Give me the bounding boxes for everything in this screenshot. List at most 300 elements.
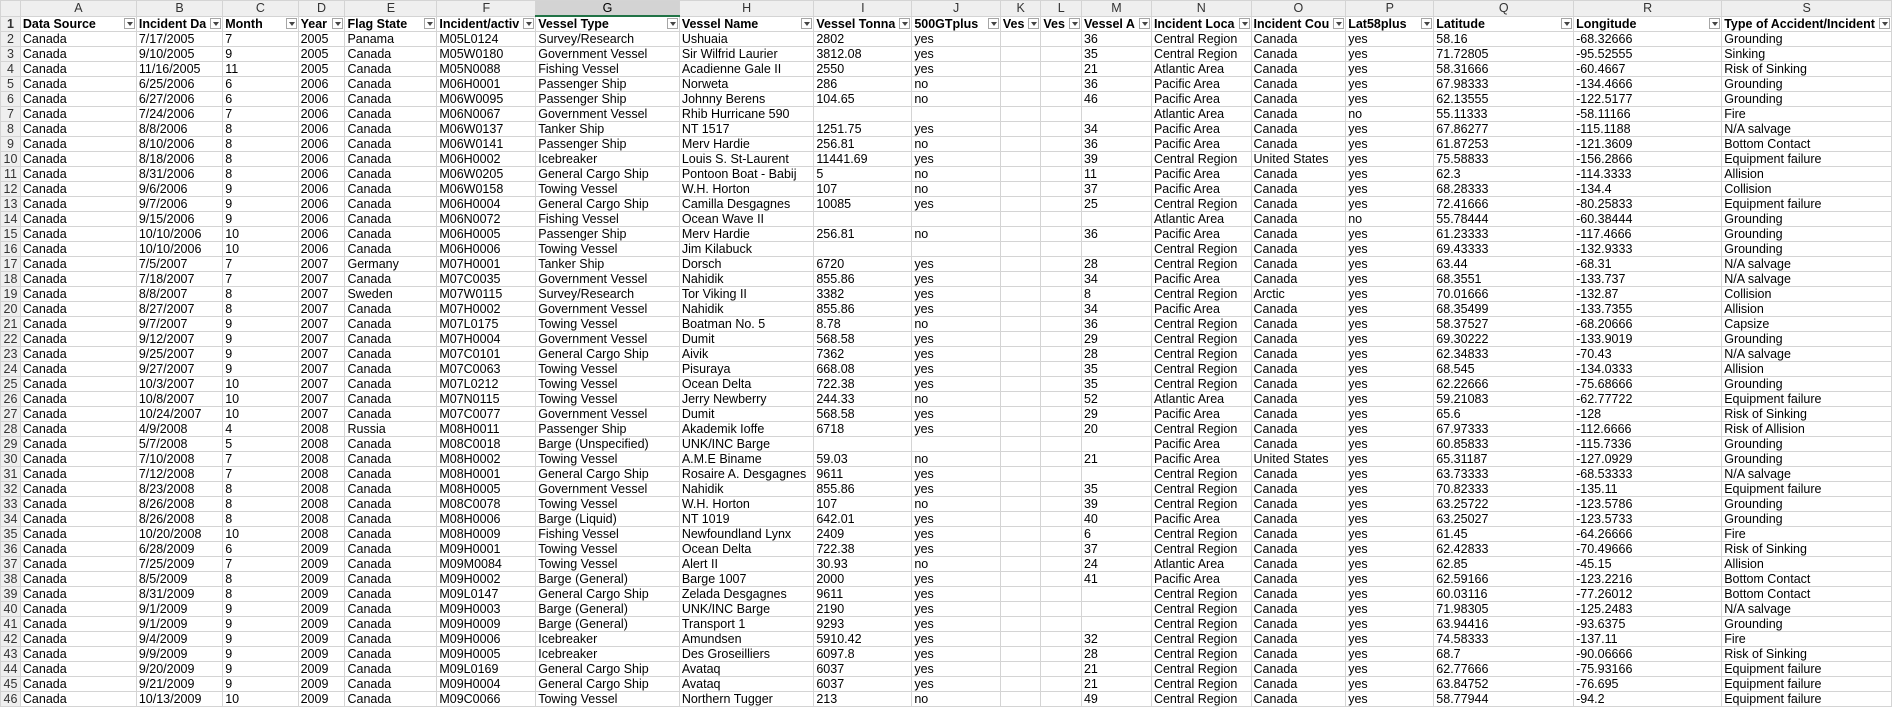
cell[interactable]: [1041, 692, 1082, 707]
cell[interactable]: [1041, 257, 1082, 272]
cell[interactable]: 62.85: [1434, 557, 1574, 572]
cell[interactable]: Pacific Area: [1151, 302, 1251, 317]
cell[interactable]: Central Region: [1151, 692, 1251, 707]
cell[interactable]: 61.23333: [1434, 227, 1574, 242]
cell[interactable]: Canada: [1251, 572, 1346, 587]
cell[interactable]: 63.44: [1434, 257, 1574, 272]
cell[interactable]: [1041, 677, 1082, 692]
cell[interactable]: Dumit: [679, 407, 814, 422]
column-header-d[interactable]: D: [298, 1, 345, 17]
cell[interactable]: 21: [1081, 452, 1151, 467]
cell[interactable]: 25: [1081, 197, 1151, 212]
cell[interactable]: Norweta: [679, 77, 814, 92]
cell[interactable]: 10085: [814, 197, 912, 212]
cell[interactable]: 8/26/2008: [136, 497, 222, 512]
cell[interactable]: 10/13/2009: [136, 692, 222, 707]
cell[interactable]: no: [912, 692, 1001, 707]
cell[interactable]: [1000, 647, 1041, 662]
cell[interactable]: M08C0078: [437, 497, 536, 512]
column-header-s[interactable]: S: [1722, 1, 1892, 17]
cell[interactable]: [1000, 557, 1041, 572]
cell[interactable]: Canada: [1251, 482, 1346, 497]
cell[interactable]: 9: [223, 602, 298, 617]
cell[interactable]: Icebreaker: [536, 152, 680, 167]
cell[interactable]: Transport 1: [679, 617, 814, 632]
cell[interactable]: 2005: [298, 47, 345, 62]
cell[interactable]: Jim Kilabuck: [679, 242, 814, 257]
cell[interactable]: Canada: [345, 452, 437, 467]
cell[interactable]: Dumit: [679, 332, 814, 347]
cell[interactable]: [1000, 317, 1041, 332]
column-header-q[interactable]: Q: [1434, 1, 1574, 17]
column-header-l[interactable]: L: [1041, 1, 1082, 17]
cell[interactable]: 6097.8: [814, 647, 912, 662]
cell[interactable]: 10: [223, 527, 298, 542]
cell[interactable]: Canada: [345, 497, 437, 512]
cell[interactable]: Canada: [20, 452, 136, 467]
cell[interactable]: N/A salvage: [1722, 122, 1892, 137]
row-number[interactable]: 13: [1, 197, 21, 212]
cell[interactable]: 35: [1081, 362, 1151, 377]
cell[interactable]: General Cargo Ship: [536, 197, 680, 212]
row-number[interactable]: 16: [1, 242, 21, 257]
cell[interactable]: Grounding: [1722, 92, 1892, 107]
cell[interactable]: Towing Vessel: [536, 692, 680, 707]
cell[interactable]: 256.81: [814, 137, 912, 152]
filter-dropdown-icon[interactable]: [1028, 18, 1039, 29]
cell[interactable]: Central Region: [1151, 317, 1251, 332]
cell[interactable]: 7362: [814, 347, 912, 362]
filter-dropdown-icon[interactable]: [1239, 18, 1250, 29]
cell[interactable]: no: [1346, 107, 1434, 122]
cell[interactable]: [1000, 122, 1041, 137]
cell[interactable]: [1041, 377, 1082, 392]
cell[interactable]: yes: [1346, 512, 1434, 527]
cell[interactable]: Passenger Ship: [536, 227, 680, 242]
cell[interactable]: 2006: [298, 167, 345, 182]
cell[interactable]: yes: [1346, 47, 1434, 62]
cell[interactable]: Acadienne Gale II: [679, 62, 814, 77]
cell[interactable]: Barge 1007: [679, 572, 814, 587]
cell[interactable]: Pontoon Boat - Babij: [679, 167, 814, 182]
cell[interactable]: 71.98305: [1434, 602, 1574, 617]
cell[interactable]: Sweden: [345, 287, 437, 302]
cell[interactable]: 34: [1081, 122, 1151, 137]
row-number[interactable]: 5: [1, 77, 21, 92]
cell[interactable]: 75.58833: [1434, 152, 1574, 167]
cell[interactable]: Sir Wilfrid Laurier: [679, 47, 814, 62]
row-number[interactable]: 31: [1, 467, 21, 482]
cell[interactable]: Canada: [1251, 167, 1346, 182]
cell[interactable]: Central Region: [1151, 542, 1251, 557]
cell[interactable]: Barge (General): [536, 602, 680, 617]
cell[interactable]: 9: [223, 332, 298, 347]
cell[interactable]: Jerry Newberry: [679, 392, 814, 407]
cell[interactable]: Pacific Area: [1151, 77, 1251, 92]
cell[interactable]: 8: [223, 152, 298, 167]
cell[interactable]: M09H0004: [437, 677, 536, 692]
column-header-a[interactable]: A: [20, 1, 136, 17]
cell[interactable]: United States: [1251, 152, 1346, 167]
cell[interactable]: Canada: [345, 47, 437, 62]
cell[interactable]: Barge (Unspecified): [536, 437, 680, 452]
cell[interactable]: 35: [1081, 47, 1151, 62]
cell[interactable]: [1000, 512, 1041, 527]
cell[interactable]: Canada: [1251, 497, 1346, 512]
cell[interactable]: M07C0035: [437, 272, 536, 287]
cell[interactable]: yes: [1346, 92, 1434, 107]
cell[interactable]: -95.52555: [1574, 47, 1722, 62]
cell[interactable]: Towing Vessel: [536, 497, 680, 512]
cell[interactable]: [1041, 527, 1082, 542]
cell[interactable]: 6: [1081, 527, 1151, 542]
cell[interactable]: Allision: [1722, 302, 1892, 317]
cell[interactable]: 9/1/2009: [136, 602, 222, 617]
filter-dropdown-icon[interactable]: [1561, 18, 1572, 29]
cell[interactable]: Pacific Area: [1151, 272, 1251, 287]
cell[interactable]: Germany: [345, 257, 437, 272]
cell[interactable]: Arctic: [1251, 287, 1346, 302]
cell[interactable]: Canada: [20, 557, 136, 572]
header-cell[interactable]: [1346, 16, 1434, 32]
cell[interactable]: 2008: [298, 452, 345, 467]
cell[interactable]: 37: [1081, 182, 1151, 197]
cell[interactable]: Canada: [1251, 662, 1346, 677]
cell[interactable]: Allision: [1722, 362, 1892, 377]
header-cell[interactable]: [1722, 16, 1892, 32]
cell[interactable]: N/A salvage: [1722, 257, 1892, 272]
cell[interactable]: Grounding: [1722, 32, 1892, 47]
cell[interactable]: Canada: [345, 617, 437, 632]
cell[interactable]: yes: [912, 257, 1001, 272]
cell[interactable]: 5910.42: [814, 632, 912, 647]
cell[interactable]: 2008: [298, 497, 345, 512]
cell[interactable]: [912, 437, 1001, 452]
cell[interactable]: [1041, 572, 1082, 587]
cell[interactable]: 65.31187: [1434, 452, 1574, 467]
cell[interactable]: Canada: [345, 302, 437, 317]
cell[interactable]: Canada: [1251, 437, 1346, 452]
cell[interactable]: -123.2216: [1574, 572, 1722, 587]
cell[interactable]: Avataq: [679, 677, 814, 692]
row-number[interactable]: 22: [1, 332, 21, 347]
cell[interactable]: 65.6: [1434, 407, 1574, 422]
cell[interactable]: [1000, 62, 1041, 77]
cell[interactable]: 67.86277: [1434, 122, 1574, 137]
cell[interactable]: Allision: [1722, 167, 1892, 182]
cell[interactable]: [1000, 377, 1041, 392]
cell[interactable]: -94.2: [1574, 692, 1722, 707]
header-cell[interactable]: [912, 16, 1001, 32]
header-cell[interactable]: [298, 16, 345, 32]
row-number[interactable]: 10: [1, 152, 21, 167]
row-number[interactable]: 18: [1, 272, 21, 287]
cell[interactable]: 2006: [298, 77, 345, 92]
cell[interactable]: Rhib Hurricane 590: [679, 107, 814, 122]
column-header-f[interactable]: F: [437, 1, 536, 17]
cell[interactable]: Canada: [1251, 62, 1346, 77]
cell[interactable]: Canada: [345, 437, 437, 452]
cell[interactable]: Canada: [20, 587, 136, 602]
cell[interactable]: Government Vessel: [536, 272, 680, 287]
cell[interactable]: Canada: [20, 257, 136, 272]
cell[interactable]: Canada: [345, 167, 437, 182]
cell[interactable]: Ocean Delta: [679, 542, 814, 557]
cell[interactable]: yes: [1346, 287, 1434, 302]
cell[interactable]: 6: [223, 77, 298, 92]
cell[interactable]: Canada: [1251, 257, 1346, 272]
cell[interactable]: 6037: [814, 677, 912, 692]
cell[interactable]: 7: [223, 452, 298, 467]
row-number[interactable]: 15: [1, 227, 21, 242]
cell[interactable]: [1000, 587, 1041, 602]
cell[interactable]: no: [1346, 212, 1434, 227]
cell[interactable]: Equipment failure: [1722, 482, 1892, 497]
cell[interactable]: 21: [1081, 677, 1151, 692]
cell[interactable]: 722.38: [814, 542, 912, 557]
cell[interactable]: yes: [1346, 587, 1434, 602]
cell[interactable]: 62.13555: [1434, 92, 1574, 107]
cell[interactable]: M05N0088: [437, 62, 536, 77]
cell[interactable]: -137.11: [1574, 632, 1722, 647]
cell[interactable]: Canada: [1251, 527, 1346, 542]
cell[interactable]: Central Region: [1151, 197, 1251, 212]
cell[interactable]: M06W0095: [437, 92, 536, 107]
cell[interactable]: 8: [223, 482, 298, 497]
cell[interactable]: Grounding: [1722, 77, 1892, 92]
cell[interactable]: Canada: [1251, 212, 1346, 227]
cell[interactable]: [1041, 197, 1082, 212]
cell[interactable]: Pisuraya: [679, 362, 814, 377]
column-header-n[interactable]: N: [1151, 1, 1251, 17]
cell[interactable]: 2007: [298, 257, 345, 272]
cell[interactable]: yes: [912, 542, 1001, 557]
cell[interactable]: Canada: [345, 512, 437, 527]
cell[interactable]: M06H0001: [437, 77, 536, 92]
cell[interactable]: [1041, 242, 1082, 257]
select-all-corner[interactable]: [1, 1, 21, 17]
cell[interactable]: 9/7/2007: [136, 317, 222, 332]
cell[interactable]: Nahidik: [679, 302, 814, 317]
cell[interactable]: Canada: [20, 137, 136, 152]
header-cell[interactable]: [1251, 16, 1346, 32]
cell[interactable]: 7: [223, 32, 298, 47]
cell[interactable]: Grounding: [1722, 437, 1892, 452]
cell[interactable]: 2000: [814, 572, 912, 587]
cell[interactable]: 2009: [298, 662, 345, 677]
cell[interactable]: M08C0018: [437, 437, 536, 452]
cell[interactable]: Canada: [20, 347, 136, 362]
cell[interactable]: Canada: [345, 662, 437, 677]
cell[interactable]: -75.93166: [1574, 662, 1722, 677]
cell[interactable]: Barge (General): [536, 617, 680, 632]
cell[interactable]: 62.3: [1434, 167, 1574, 182]
cell[interactable]: 9/10/2005: [136, 47, 222, 62]
cell[interactable]: 3812.08: [814, 47, 912, 62]
cell[interactable]: Government Vessel: [536, 332, 680, 347]
cell[interactable]: Canada: [345, 692, 437, 707]
cell[interactable]: yes: [1346, 227, 1434, 242]
cell[interactable]: 9: [223, 617, 298, 632]
cell[interactable]: -133.7355: [1574, 302, 1722, 317]
cell[interactable]: -68.53333: [1574, 467, 1722, 482]
cell[interactable]: [1000, 362, 1041, 377]
row-number[interactable]: 44: [1, 662, 21, 677]
cell[interactable]: [1000, 332, 1041, 347]
cell[interactable]: Towing Vessel: [536, 542, 680, 557]
cell[interactable]: [1000, 287, 1041, 302]
cell[interactable]: [912, 212, 1001, 227]
cell[interactable]: 2006: [298, 227, 345, 242]
cell[interactable]: Central Region: [1151, 647, 1251, 662]
row-number[interactable]: 29: [1, 437, 21, 452]
cell[interactable]: Canada: [20, 242, 136, 257]
cell[interactable]: 58.37527: [1434, 317, 1574, 332]
row-number[interactable]: 7: [1, 107, 21, 122]
cell[interactable]: Russia: [345, 422, 437, 437]
cell[interactable]: 2009: [298, 632, 345, 647]
cell[interactable]: Collision: [1722, 287, 1892, 302]
cell[interactable]: 2006: [298, 92, 345, 107]
cell[interactable]: Risk of Sinking: [1722, 407, 1892, 422]
cell[interactable]: 36: [1081, 77, 1151, 92]
cell[interactable]: Government Vessel: [536, 47, 680, 62]
header-cell[interactable]: [223, 16, 298, 32]
cell[interactable]: M08H0006: [437, 512, 536, 527]
cell[interactable]: 5/7/2008: [136, 437, 222, 452]
cell[interactable]: Pacific Area: [1151, 167, 1251, 182]
cell[interactable]: [1000, 422, 1041, 437]
cell[interactable]: 2007: [298, 377, 345, 392]
cell[interactable]: 8: [223, 167, 298, 182]
cell[interactable]: M08H0001: [437, 467, 536, 482]
cell[interactable]: Akademik Ioffe: [679, 422, 814, 437]
cell[interactable]: 6: [223, 542, 298, 557]
cell[interactable]: 1251.75: [814, 122, 912, 137]
cell[interactable]: NT 1019: [679, 512, 814, 527]
header-cell[interactable]: [437, 16, 536, 32]
cell[interactable]: 2007: [298, 392, 345, 407]
row-number[interactable]: 2: [1, 32, 21, 47]
cell[interactable]: 67.97333: [1434, 422, 1574, 437]
cell[interactable]: Pacific Area: [1151, 137, 1251, 152]
cell[interactable]: Central Region: [1151, 287, 1251, 302]
cell[interactable]: 10: [223, 407, 298, 422]
row-number[interactable]: 27: [1, 407, 21, 422]
cell[interactable]: General Cargo Ship: [536, 347, 680, 362]
cell[interactable]: Canada: [1251, 617, 1346, 632]
cell[interactable]: Towing Vessel: [536, 452, 680, 467]
column-header-b[interactable]: B: [136, 1, 222, 17]
cell[interactable]: Northern Tugger: [679, 692, 814, 707]
filter-dropdown-icon[interactable]: [210, 18, 221, 29]
cell[interactable]: Government Vessel: [536, 482, 680, 497]
cell[interactable]: Canada: [345, 407, 437, 422]
cell[interactable]: [1000, 77, 1041, 92]
cell[interactable]: M09H0002: [437, 572, 536, 587]
cell[interactable]: 59.03: [814, 452, 912, 467]
row-number[interactable]: 19: [1, 287, 21, 302]
cell[interactable]: Ushuaia: [679, 32, 814, 47]
cell[interactable]: -115.7336: [1574, 437, 1722, 452]
cell[interactable]: 10: [223, 242, 298, 257]
cell[interactable]: yes: [1346, 77, 1434, 92]
cell[interactable]: Canada: [20, 302, 136, 317]
cell[interactable]: N/A salvage: [1722, 347, 1892, 362]
cell[interactable]: -68.32666: [1574, 32, 1722, 47]
filter-dropdown-icon[interactable]: [1069, 18, 1080, 29]
cell[interactable]: 9: [223, 317, 298, 332]
cell[interactable]: Canada: [20, 317, 136, 332]
cell[interactable]: Central Region: [1151, 377, 1251, 392]
cell[interactable]: 6: [223, 92, 298, 107]
cell[interactable]: Canada: [20, 92, 136, 107]
cell[interactable]: 10/8/2007: [136, 392, 222, 407]
cell[interactable]: Des Groseilliers: [679, 647, 814, 662]
cell[interactable]: 2006: [298, 197, 345, 212]
header-cell[interactable]: [1434, 16, 1574, 32]
cell[interactable]: 6/27/2006: [136, 92, 222, 107]
cell[interactable]: 68.7: [1434, 647, 1574, 662]
cell[interactable]: -133.737: [1574, 272, 1722, 287]
cell[interactable]: Towing Vessel: [536, 377, 680, 392]
cell[interactable]: Canada: [20, 482, 136, 497]
cell[interactable]: Canada: [1251, 467, 1346, 482]
cell[interactable]: yes: [912, 197, 1001, 212]
cell[interactable]: 104.65: [814, 92, 912, 107]
cell[interactable]: Canada: [345, 362, 437, 377]
cell[interactable]: W.H. Horton: [679, 497, 814, 512]
filter-dropdown-icon[interactable]: [1879, 18, 1890, 29]
cell[interactable]: -68.31: [1574, 257, 1722, 272]
cell[interactable]: Canada: [1251, 632, 1346, 647]
cell[interactable]: Canada: [345, 227, 437, 242]
cell[interactable]: no: [912, 317, 1001, 332]
cell[interactable]: -80.25833: [1574, 197, 1722, 212]
cell[interactable]: yes: [912, 587, 1001, 602]
cell[interactable]: Bottom Contact: [1722, 572, 1892, 587]
cell[interactable]: 63.73333: [1434, 467, 1574, 482]
cell[interactable]: Central Region: [1151, 527, 1251, 542]
cell[interactable]: 34: [1081, 302, 1151, 317]
cell[interactable]: 8/8/2006: [136, 122, 222, 137]
cell[interactable]: yes: [1346, 302, 1434, 317]
header-cell[interactable]: [536, 16, 680, 32]
cell[interactable]: [1041, 617, 1082, 632]
cell[interactable]: yes: [1346, 377, 1434, 392]
cell[interactable]: Canada: [345, 212, 437, 227]
cell[interactable]: M06W0158: [437, 182, 536, 197]
cell[interactable]: yes: [912, 47, 1001, 62]
cell[interactable]: 568.58: [814, 332, 912, 347]
cell[interactable]: 68.35499: [1434, 302, 1574, 317]
cell[interactable]: -60.4667: [1574, 62, 1722, 77]
cell[interactable]: Canada: [20, 677, 136, 692]
cell[interactable]: 9293: [814, 617, 912, 632]
cell[interactable]: General Cargo Ship: [536, 662, 680, 677]
cell[interactable]: Canada: [20, 287, 136, 302]
cell[interactable]: -68.20666: [1574, 317, 1722, 332]
cell[interactable]: yes: [1346, 347, 1434, 362]
cell[interactable]: Equipment failure: [1722, 152, 1892, 167]
cell[interactable]: Central Region: [1151, 332, 1251, 347]
cell[interactable]: Grounding: [1722, 242, 1892, 257]
row-number[interactable]: 20: [1, 302, 21, 317]
cell[interactable]: Atlantic Area: [1151, 557, 1251, 572]
filter-dropdown-icon[interactable]: [1421, 18, 1432, 29]
cell[interactable]: 2008: [298, 482, 345, 497]
cell[interactable]: -156.2866: [1574, 152, 1722, 167]
